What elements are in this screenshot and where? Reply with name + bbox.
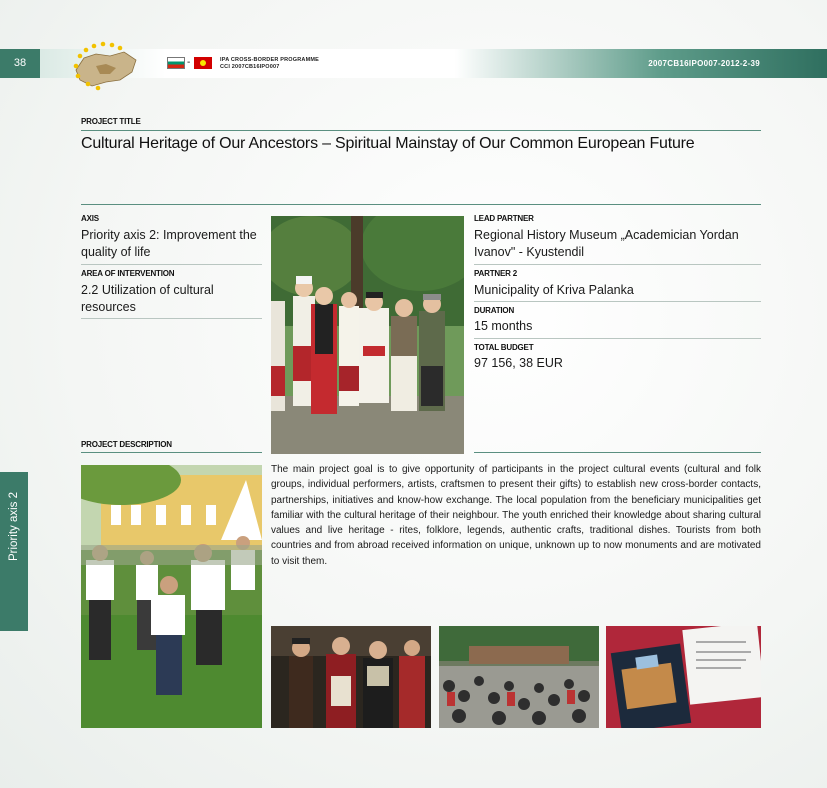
total-budget-value: 97 156, 38 EUR: [474, 356, 563, 370]
programme-name: IPA CROSS-BORDER PROGRAMME: [220, 57, 320, 63]
axis-divider: [81, 264, 262, 265]
description-rule-left: [81, 452, 262, 453]
title-bottom-rule: [81, 204, 761, 205]
children-planting-photo: [81, 465, 262, 728]
duration-divider: [474, 338, 761, 339]
lead-partner-label: LEAD PARTNER: [474, 214, 534, 223]
area-of-intervention-label: AREA OF INTERVENTION: [81, 269, 175, 278]
partner2-divider: [474, 301, 761, 302]
duration-label: DURATION: [474, 306, 515, 315]
certificate-and-brochure-photo: [606, 626, 761, 728]
axis-label: AXIS: [81, 214, 99, 223]
partner2-value: Municipality of Kriva Palanka: [474, 283, 634, 297]
axis-value: Priority axis 2: Improvement the quality of life: [81, 228, 257, 259]
bulgaria-flag-icon: [167, 57, 185, 69]
description-rule-right: [474, 452, 761, 453]
programme-cci: CCI 2007CB16IPO007: [220, 64, 280, 70]
total-budget-label: TOTAL BUDGET: [474, 343, 534, 352]
lead-partner-value: Regional History Museum „Academician Yordan Ivanov" - Kyustendil: [474, 228, 739, 259]
crowd-festival-photo: [439, 626, 599, 728]
flag-separator: -: [187, 57, 191, 68]
title-rule: [81, 130, 761, 131]
duration-value: 15 months: [474, 319, 533, 333]
partner2-label: PARTNER 2: [474, 269, 517, 278]
macedonia-flag-sun-icon: [200, 60, 206, 66]
project-description-label: PROJECT DESCRIPTION: [81, 440, 172, 449]
area-of-intervention-value: 2.2 Utilization of cultural resources: [81, 283, 214, 314]
area-divider: [81, 318, 262, 319]
project-code: 2007CB16IPO007-2012-2-39: [648, 59, 760, 68]
project-description-text: The main project goal is to give opportunity of participants in the project cultural events (cultural and folk groups, individual performers, artists, craftsmen to present their gifts) to establish new cross-border contacts, partnerships, initiatives and know-how exchange. The local population from the beneficiary municipalities get familiar with the cultural heritage of their neighbour. The youth enriched their knowledge about sharing cultural values and live heritage - rites, folklore, legends, authentic crafts, traditional dishes. Tourists from both countries and from abroad received information on unique, unknown up to now monuments and are motivated to visit them.: [271, 464, 761, 567]
folk-performers-photo: [271, 626, 431, 728]
side-section-tab-label: [8, 535, 20, 561]
lead-partner-divider: [474, 264, 761, 265]
page-number: 38: [0, 49, 40, 78]
project-title: Cultural Heritage of Our Ancestors – Spiritual Mainstay of Our Common European Future: [81, 135, 695, 152]
eu-map-logo: [66, 40, 146, 92]
project-title-label: PROJECT TITLE: [81, 117, 141, 126]
folk-costume-group-photo: [271, 216, 464, 454]
